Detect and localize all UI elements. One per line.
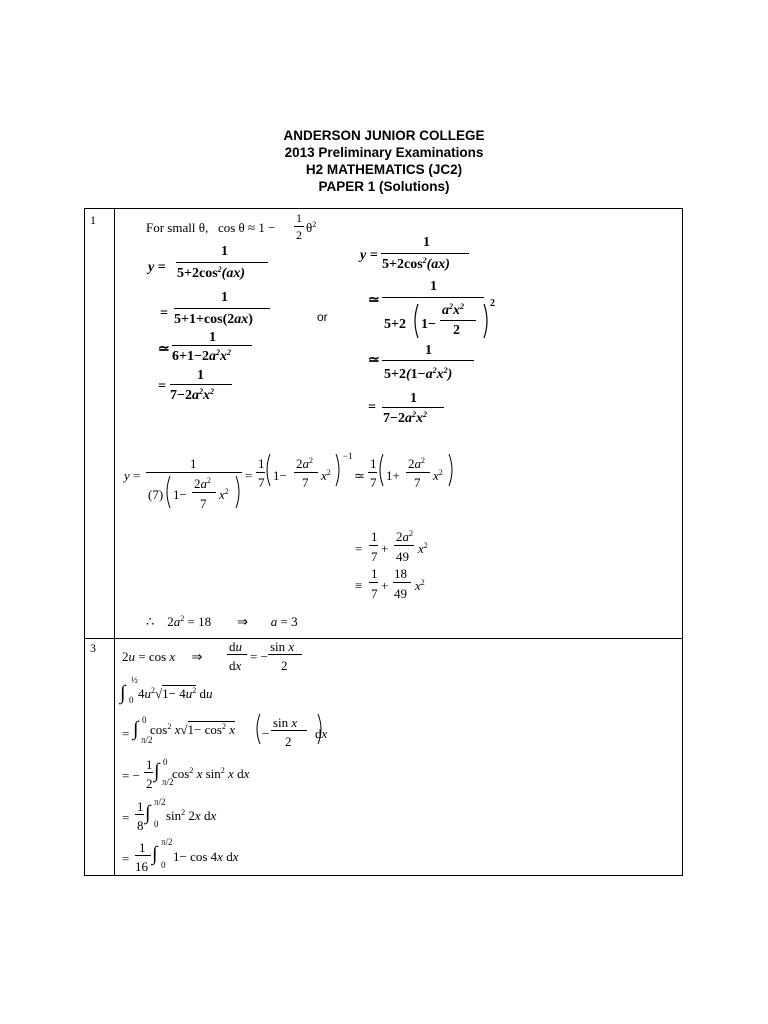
exam-title: 2013 Preliminary Examinations xyxy=(284,145,484,160)
college-name: ANDERSON JUNIOR COLLEGE xyxy=(283,128,485,143)
or-label: or xyxy=(317,310,328,324)
question-number-3: 3 xyxy=(90,641,96,655)
table-column-divider xyxy=(114,208,115,876)
paper-title: PAPER 1 (Solutions) xyxy=(318,179,450,194)
table-row-divider xyxy=(84,638,683,639)
question-number-1: 1 xyxy=(90,213,96,227)
subject-title: H2 MATHEMATICS (JC2) xyxy=(305,162,463,177)
